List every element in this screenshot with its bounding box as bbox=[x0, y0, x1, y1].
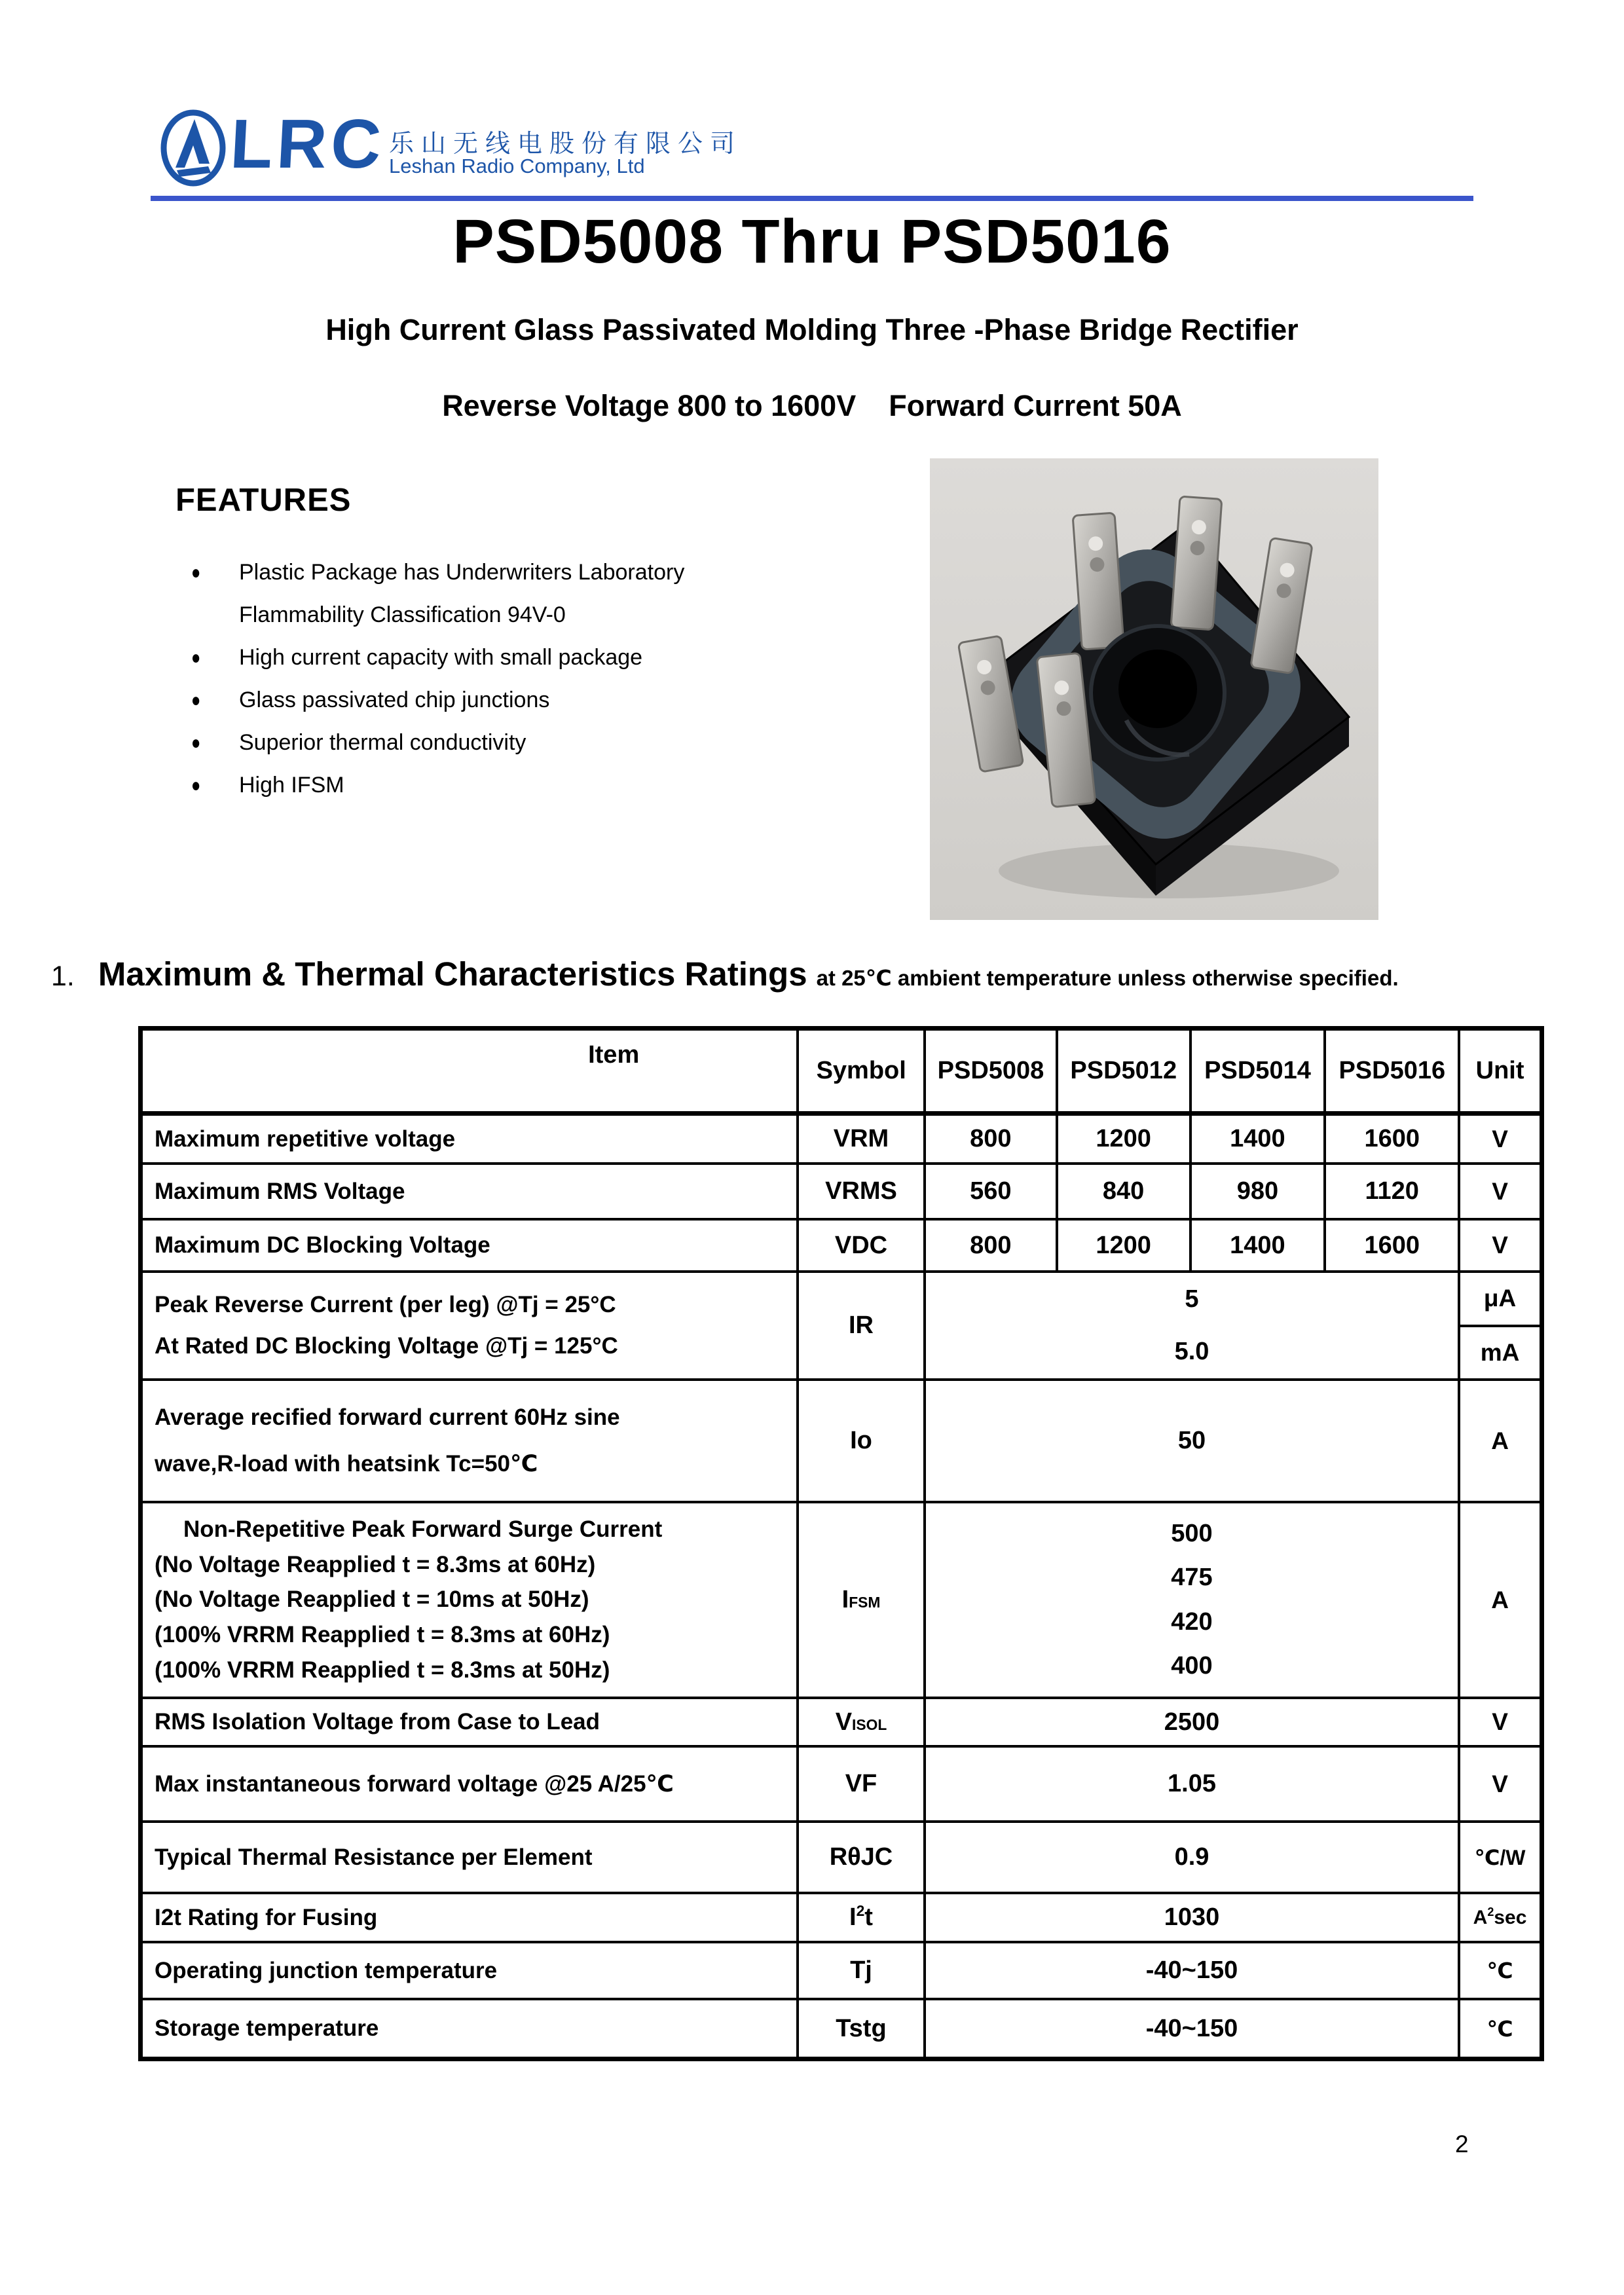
unit-text: A bbox=[1473, 1906, 1488, 1928]
value-cell bbox=[1056, 1165, 1189, 1218]
item-cell bbox=[143, 1503, 796, 1697]
unit-text: sec bbox=[1494, 1906, 1527, 1928]
table-row bbox=[143, 1998, 1540, 2057]
value-cell bbox=[923, 1699, 1458, 1745]
item-text: Operating junction temperature bbox=[155, 1957, 498, 1983]
symbol-text: Tj bbox=[850, 1956, 872, 1984]
value-text: 1030 bbox=[1164, 1903, 1220, 1931]
feature-text: High current capacity with small package bbox=[239, 645, 643, 670]
unit-superscript: 2 bbox=[1487, 1905, 1494, 1919]
feature-text: Superior thermal conductivity bbox=[239, 730, 526, 755]
page-number: 2 bbox=[1455, 2131, 1469, 2157]
value-cell bbox=[923, 2000, 1458, 2057]
value-cell bbox=[923, 1943, 1458, 1998]
item-cell bbox=[143, 1273, 796, 1378]
unit-text: ℃ bbox=[1486, 1958, 1513, 1983]
section-condition: at 25℃ ambient temperature unless otherwise specified. bbox=[816, 966, 1399, 990]
value-cell bbox=[923, 1273, 1458, 1378]
item-text: (No Voltage Reapplied t = 10ms at 50Hz) bbox=[155, 1587, 589, 1613]
item-cell bbox=[143, 1165, 796, 1218]
symbol-text: I bbox=[849, 1903, 857, 1931]
value-text: 980 bbox=[1236, 1177, 1279, 1205]
feature-text: High IFSM bbox=[239, 773, 344, 798]
unit-cell bbox=[1458, 1894, 1540, 1941]
unit-text: V bbox=[1492, 1125, 1508, 1152]
symbol-text: VRM bbox=[833, 1125, 889, 1152]
value-cell bbox=[923, 1748, 1458, 1820]
header-symbol: Symbol bbox=[796, 1031, 923, 1111]
item-text: Storage temperature bbox=[155, 2015, 379, 2041]
item-text: At Rated DC Blocking Voltage @Tj = 125°C bbox=[155, 1333, 618, 1359]
value-text: 50 bbox=[1177, 1427, 1206, 1454]
unit-cell bbox=[1458, 2000, 1540, 2057]
value-text: 1.05 bbox=[1168, 1770, 1216, 1797]
value-text: 1400 bbox=[1230, 1231, 1285, 1259]
table-row bbox=[143, 1270, 1540, 1378]
value-text: 500 bbox=[1171, 1519, 1213, 1547]
item-text: Typical Thermal Resistance per Element bbox=[155, 1844, 593, 1870]
unit-cell bbox=[1458, 1116, 1540, 1162]
feature-item bbox=[190, 636, 910, 679]
lrc-logo-icon bbox=[160, 109, 227, 187]
feature-item bbox=[190, 722, 910, 764]
unit-bottom: mA bbox=[1460, 1325, 1540, 1379]
value-cell bbox=[1056, 1221, 1189, 1270]
unit-text: V bbox=[1492, 1232, 1508, 1258]
symbol-cell bbox=[796, 1823, 923, 1892]
value-text: 475 bbox=[1171, 1564, 1213, 1592]
ratings-table bbox=[138, 1026, 1544, 2061]
features-list bbox=[190, 551, 910, 807]
unit-cell bbox=[1458, 1748, 1540, 1820]
symbol-text: t bbox=[864, 1903, 873, 1931]
logo-brand-text: LRC bbox=[228, 105, 387, 183]
symbol-cell bbox=[796, 1116, 923, 1162]
bullet-icon: ● bbox=[191, 731, 201, 754]
item-text: Max instantaneous forward voltage @25 A/25℃ bbox=[155, 1771, 674, 1797]
bullet-icon: ● bbox=[191, 774, 201, 796]
header-model: PSD5008 bbox=[923, 1031, 1056, 1111]
value-text: 1120 bbox=[1365, 1177, 1419, 1205]
unit-top: μA bbox=[1483, 1285, 1517, 1312]
section-title: Maximum & Thermal Characteristics Ratings bbox=[98, 955, 807, 993]
symbol-text: IR bbox=[848, 1312, 874, 1339]
value-text: 800 bbox=[970, 1125, 1012, 1152]
unit-text: A bbox=[1491, 1586, 1509, 1613]
unit-cell bbox=[1458, 1823, 1540, 1892]
symbol-cell bbox=[796, 1165, 923, 1218]
table-row bbox=[143, 1218, 1540, 1270]
header-model: PSD5012 bbox=[1056, 1031, 1189, 1111]
symbol-subscript: FSM bbox=[849, 1594, 881, 1611]
value-cell bbox=[1189, 1165, 1324, 1218]
header-unit: Unit bbox=[1458, 1031, 1540, 1111]
unit-cell bbox=[1458, 1503, 1540, 1697]
header-model: PSD5014 bbox=[1189, 1031, 1324, 1111]
unit-text: A bbox=[1491, 1427, 1509, 1454]
symbol-text: VDC bbox=[834, 1231, 888, 1259]
item-cell bbox=[143, 2000, 796, 2057]
unit-text: ℃ bbox=[1486, 2016, 1513, 2041]
table-header-row bbox=[143, 1031, 1540, 1111]
item-text: Average recified forward current 60Hz sine bbox=[155, 1405, 620, 1431]
value-text: 0.9 bbox=[1174, 1843, 1209, 1871]
symbol-text: Io bbox=[850, 1427, 872, 1454]
table-row bbox=[143, 1892, 1540, 1941]
unit-cell bbox=[1458, 1699, 1540, 1745]
value-text: 400 bbox=[1171, 1652, 1213, 1680]
symbol-cell bbox=[796, 1381, 923, 1501]
item-text: (100% VRRM Reapplied t = 8.3ms at 60Hz) bbox=[155, 1622, 610, 1648]
value-cell bbox=[1323, 1221, 1458, 1270]
symbol-cell bbox=[796, 1503, 923, 1697]
value-text: 840 bbox=[1102, 1177, 1145, 1205]
page-title: PSD5008 Thru PSD5016 bbox=[452, 207, 1172, 276]
symbol-superscript: 2 bbox=[856, 1901, 865, 1919]
table-row bbox=[143, 1111, 1540, 1162]
value-cell bbox=[923, 1221, 1056, 1270]
value-text: 1200 bbox=[1096, 1231, 1151, 1259]
unit-cell bbox=[1458, 1381, 1540, 1501]
table-row bbox=[143, 1941, 1540, 1998]
unit-text: ℃/W bbox=[1474, 1845, 1526, 1869]
value-text: 560 bbox=[970, 1177, 1012, 1205]
value-cell bbox=[923, 1165, 1056, 1218]
item-cell bbox=[143, 1748, 796, 1820]
item-text: Maximum RMS Voltage bbox=[155, 1178, 405, 1204]
unit-cell bbox=[1458, 1273, 1540, 1378]
value-cell bbox=[1323, 1165, 1458, 1218]
item-cell bbox=[143, 1221, 796, 1270]
feature-text: Plastic Package has Underwriters Laboratory bbox=[239, 560, 685, 585]
features-heading: FEATURES bbox=[175, 483, 352, 518]
value-cell bbox=[1189, 1221, 1324, 1270]
unit-cell bbox=[1458, 1165, 1540, 1218]
value-text: 800 bbox=[970, 1231, 1012, 1259]
value-cell bbox=[923, 1894, 1458, 1941]
section-heading bbox=[51, 955, 1610, 993]
header-model: PSD5016 bbox=[1323, 1031, 1458, 1111]
feature-item bbox=[190, 551, 910, 594]
symbol-cell bbox=[796, 2000, 923, 2057]
product-photo bbox=[930, 458, 1378, 920]
feature-item-continuation bbox=[190, 594, 910, 636]
symbol-text: I bbox=[841, 1586, 849, 1613]
feature-text: Flammability Classification 94V-0 bbox=[239, 602, 566, 627]
item-text: RMS Isolation Voltage from Case to Lead bbox=[155, 1709, 600, 1735]
value-text: 1200 bbox=[1096, 1125, 1151, 1152]
value-bottom: 5.0 bbox=[1174, 1338, 1209, 1366]
section-number: 1. bbox=[51, 961, 75, 992]
item-cell bbox=[143, 1823, 796, 1892]
table-row bbox=[143, 1745, 1540, 1820]
table-row bbox=[143, 1820, 1540, 1892]
value-top: 5 bbox=[1185, 1285, 1199, 1313]
value-cell bbox=[923, 1116, 1056, 1162]
value-cell bbox=[923, 1381, 1458, 1501]
bullet-icon: ● bbox=[191, 561, 201, 583]
value-text: 1600 bbox=[1364, 1231, 1420, 1259]
item-text: (No Voltage Reapplied t = 8.3ms at 60Hz) bbox=[155, 1551, 596, 1577]
bullet-icon: ● bbox=[191, 646, 201, 669]
company-name-english: Leshan Radio Company, Ltd bbox=[389, 155, 645, 177]
item-text: Maximum repetitive voltage bbox=[155, 1126, 456, 1152]
item-cell bbox=[143, 1943, 796, 1998]
unit-text: V bbox=[1492, 1177, 1508, 1205]
value-text: 1400 bbox=[1230, 1125, 1285, 1152]
header-item: Item bbox=[588, 1041, 640, 1069]
item-text: Peak Reverse Current (per leg) @Tj = 25°C bbox=[155, 1292, 616, 1317]
symbol-cell bbox=[796, 1221, 923, 1270]
item-text: Maximum DC Blocking Voltage bbox=[155, 1232, 490, 1258]
ratings-summary: Reverse Voltage 800 to 1600V Forward Current 50A bbox=[442, 389, 1182, 422]
unit-cell bbox=[1458, 1943, 1540, 1998]
unit-text: V bbox=[1492, 1708, 1508, 1735]
symbol-cell bbox=[796, 1273, 923, 1378]
item-text: I2t Rating for Fusing bbox=[155, 1904, 378, 1930]
table-row bbox=[143, 1697, 1540, 1745]
value-text: 420 bbox=[1171, 1607, 1213, 1636]
unit-text: V bbox=[1492, 1770, 1508, 1797]
symbol-cell bbox=[796, 1894, 923, 1941]
company-name-chinese: 乐山无线电股份有限公司 bbox=[389, 130, 743, 158]
value-cell bbox=[1056, 1116, 1189, 1162]
symbol-subscript: ISOL bbox=[852, 1716, 887, 1733]
symbol-cell bbox=[796, 1748, 923, 1820]
item-text: wave,R-load with heatsink Tc=50℃ bbox=[155, 1450, 538, 1477]
item-cell bbox=[143, 1699, 796, 1745]
symbol-cell bbox=[796, 1699, 923, 1745]
value-cell bbox=[923, 1823, 1458, 1892]
page-subtitle: High Current Glass Passivated Molding Three -Phase Bridge Rectifier bbox=[325, 313, 1299, 346]
header-rule bbox=[151, 196, 1473, 201]
table-row bbox=[143, 1162, 1540, 1218]
feature-item bbox=[190, 679, 910, 722]
value-cell bbox=[1189, 1116, 1324, 1162]
item-text: Non-Repetitive Peak Forward Surge Current bbox=[183, 1516, 663, 1542]
symbol-text: VF bbox=[845, 1770, 877, 1797]
symbol-cell bbox=[796, 1943, 923, 1998]
item-cell bbox=[143, 1116, 796, 1162]
table-row bbox=[143, 1501, 1540, 1697]
unit-cell bbox=[1458, 1221, 1540, 1270]
value-text: -40~150 bbox=[1145, 2014, 1238, 2042]
value-text: 1600 bbox=[1364, 1125, 1420, 1152]
value-text: -40~150 bbox=[1145, 1956, 1238, 1984]
symbol-text: RθJC bbox=[829, 1843, 893, 1871]
symbol-text: V bbox=[835, 1708, 853, 1736]
symbol-text: VRMS bbox=[825, 1177, 897, 1205]
value-text: 2500 bbox=[1164, 1708, 1220, 1736]
table-row bbox=[143, 1378, 1540, 1501]
feature-text: Glass passivated chip junctions bbox=[239, 688, 550, 712]
feature-item bbox=[190, 764, 910, 807]
bullet-icon: ● bbox=[191, 689, 201, 711]
symbol-text: Tstg bbox=[836, 2014, 887, 2042]
item-text: (100% VRRM Reapplied t = 8.3ms at 50Hz) bbox=[155, 1657, 610, 1683]
item-cell bbox=[143, 1381, 796, 1501]
value-cell bbox=[1323, 1116, 1458, 1162]
item-cell bbox=[143, 1894, 796, 1941]
value-cell bbox=[923, 1503, 1458, 1697]
